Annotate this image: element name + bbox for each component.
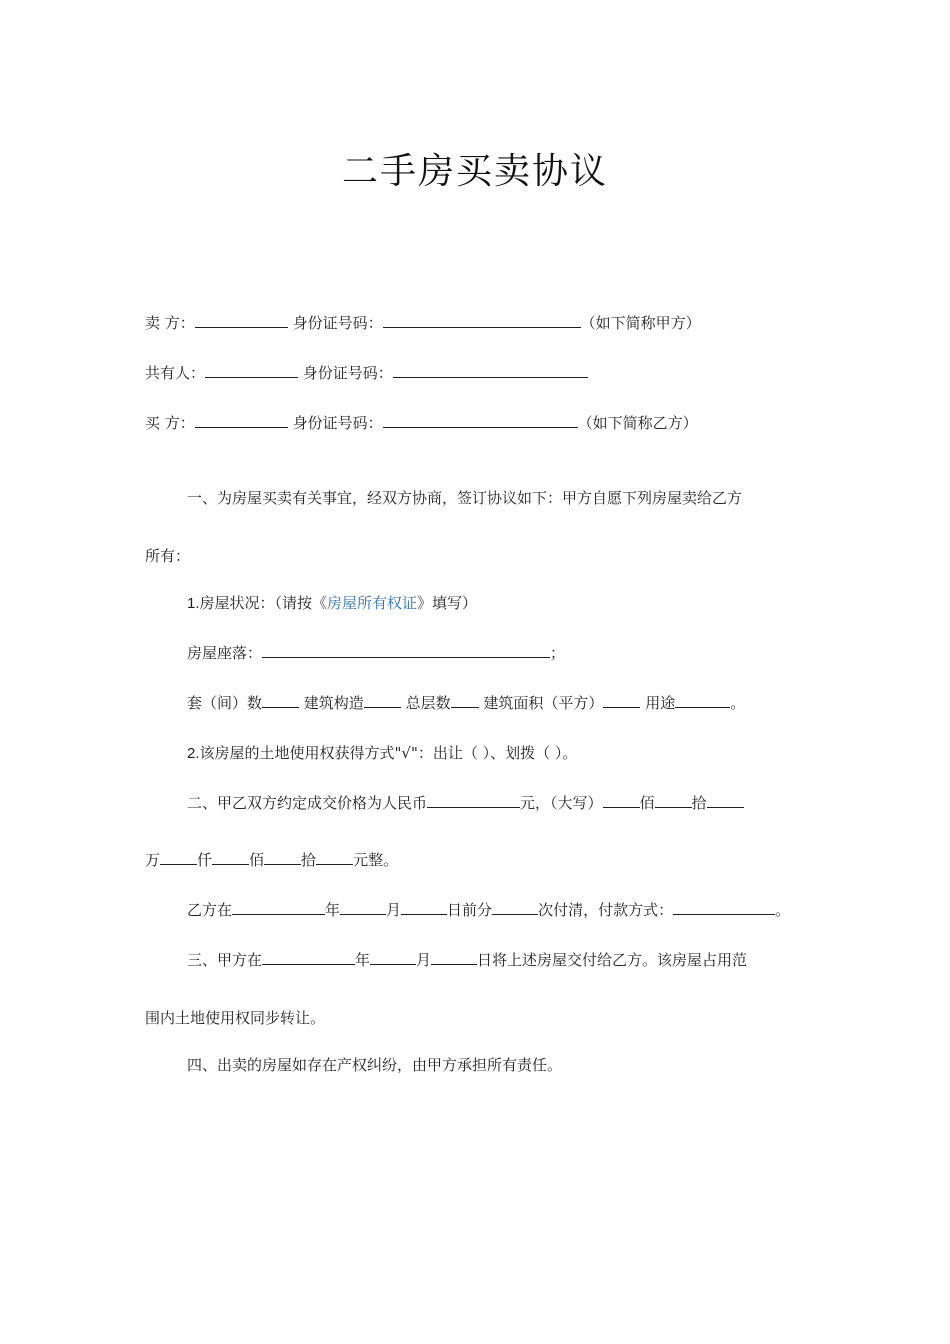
item2-text: 该房屋的土地使用权获得方式"√"：出让（ ）、划拨（ ）。	[199, 744, 578, 762]
shi-trailing-blank[interactable]	[707, 793, 744, 808]
wan-label: 万	[145, 851, 161, 869]
floors-blank[interactable]	[451, 693, 479, 708]
seller-id-label: 身份证号码：	[292, 314, 383, 332]
coowner-line	[145, 363, 588, 383]
qian-blank[interactable]	[212, 850, 249, 865]
payment-method-blank[interactable]	[673, 900, 775, 915]
item2-number: 2.	[187, 745, 200, 762]
buyer-label: 买 方：	[145, 414, 195, 432]
clause3-pre: 三、甲方在	[187, 951, 263, 969]
seller-line	[145, 313, 701, 333]
location-blank[interactable]	[262, 643, 550, 658]
delivery-year-blank[interactable]	[262, 950, 355, 965]
bai-blank[interactable]	[603, 793, 640, 808]
bai2-blank[interactable]	[264, 850, 301, 865]
item1-pre: 房屋状况：（请按《	[199, 594, 328, 612]
item1-number: 1.	[187, 595, 200, 612]
clause3-month: 月	[416, 951, 432, 969]
coowner-id-label: 身份证号码：	[302, 364, 393, 382]
qian-label: 仟	[197, 851, 213, 869]
structure-blank[interactable]	[364, 693, 401, 708]
buyer-id-label: 身份证号码：	[292, 414, 383, 432]
payment-day: 日前分	[447, 901, 493, 919]
delivery-day-blank[interactable]	[431, 950, 477, 965]
buyer-id-blank[interactable]	[383, 413, 578, 428]
item1-post: 》填写）	[417, 594, 478, 612]
buyer-name-blank[interactable]	[195, 413, 288, 428]
usage-blank[interactable]	[675, 693, 730, 708]
buyer-line	[145, 413, 698, 433]
buyer-note: （如下简称乙方）	[577, 414, 698, 432]
clause2-line-b	[145, 850, 398, 870]
units-blank[interactable]	[262, 693, 299, 708]
payment-month: 月	[386, 901, 402, 919]
certificate-link[interactable]: 房屋所有权证	[327, 594, 418, 612]
clause3-day: 日将上述房屋交付给乙方。该房屋占用范	[477, 951, 748, 969]
area-blank[interactable]	[603, 693, 640, 708]
document-title: 二手房买卖协议	[341, 151, 608, 192]
payment-line	[187, 900, 790, 920]
location-end: ；	[550, 644, 566, 662]
clause2-line-a	[187, 793, 744, 813]
shi-label: 拾	[691, 794, 707, 812]
item2-line	[187, 743, 577, 764]
shi-blank[interactable]	[655, 793, 692, 808]
details-end: 。	[730, 694, 746, 712]
payment-times-blank[interactable]	[492, 900, 538, 915]
payment-pre: 乙方在	[187, 901, 233, 919]
item1-line	[187, 593, 477, 614]
bai2-label: 佰	[249, 851, 265, 869]
location-line	[187, 643, 565, 663]
clause3-line-a	[187, 950, 747, 970]
price-yuan: 元，（大写）	[520, 794, 603, 812]
shi2-label: 拾	[301, 851, 317, 869]
clause2-end: 元整。	[353, 851, 399, 869]
seller-id-blank[interactable]	[383, 313, 581, 328]
payment-day-blank[interactable]	[401, 900, 447, 915]
clause4-line: 四、出卖的房屋如存在产权纠纷，由甲方承担所有责任。	[187, 1056, 563, 1074]
usage-label: 用途	[645, 694, 676, 712]
price-label: 二、甲乙双方约定成交价格为人民币	[187, 794, 428, 812]
shi2-blank[interactable]	[316, 850, 353, 865]
details-line	[187, 693, 745, 713]
floors-label: 总层数	[405, 694, 451, 712]
delivery-month-blank[interactable]	[370, 950, 416, 965]
clause1-line-a: 一、为房屋买卖有关事宜，经双方协商，签订协议如下：甲方自愿下列房屋卖给乙方	[187, 489, 743, 507]
structure-label: 建筑构造	[303, 694, 364, 712]
coowner-name-blank[interactable]	[205, 363, 298, 378]
clause1-line-b: 所有：	[145, 547, 191, 565]
area-label: 建筑面积（平方）	[483, 694, 604, 712]
seller-label: 卖 方：	[145, 314, 195, 332]
payment-year: 年	[325, 901, 341, 919]
location-label: 房屋座落：	[187, 644, 263, 662]
units-label: 套（间）数	[187, 694, 263, 712]
clause3-line-b: 围内土地使用权同步转让。	[145, 1009, 326, 1027]
payment-year-blank[interactable]	[232, 900, 325, 915]
coowner-label: 共有人：	[145, 364, 206, 382]
price-blank[interactable]	[427, 793, 520, 808]
clause3-year: 年	[355, 951, 371, 969]
payment-times: 次付清，付款方式：	[538, 901, 674, 919]
seller-name-blank[interactable]	[195, 313, 288, 328]
coowner-id-blank[interactable]	[393, 363, 588, 378]
bai-label: 佰	[639, 794, 655, 812]
wan-blank[interactable]	[160, 850, 197, 865]
payment-end: 。	[775, 901, 791, 919]
payment-month-blank[interactable]	[340, 900, 386, 915]
seller-note: （如下简称甲方）	[580, 314, 701, 332]
